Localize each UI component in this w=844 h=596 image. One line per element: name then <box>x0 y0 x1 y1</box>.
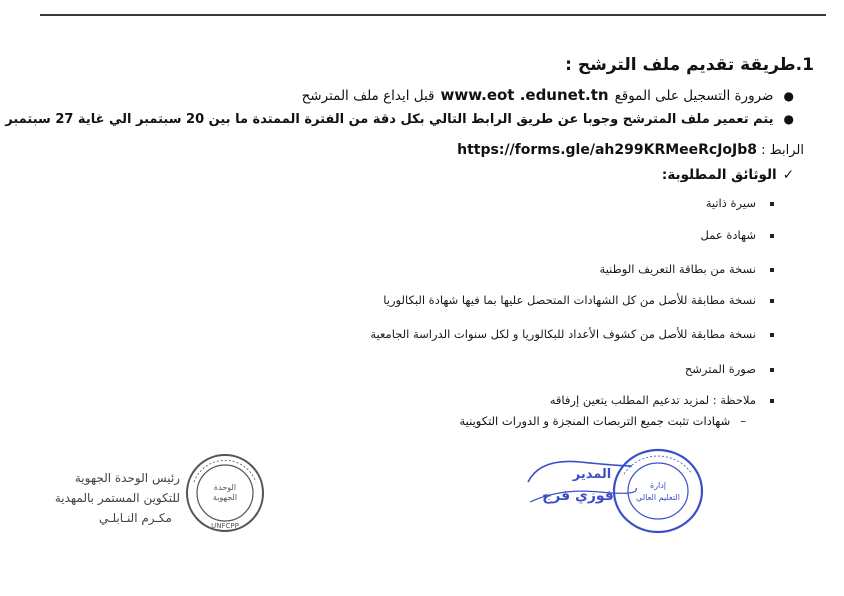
left-round-stamp-image <box>184 452 266 534</box>
document-item <box>383 293 774 307</box>
registration-site[interactable]: www.eot .edunet.tn <box>440 86 609 104</box>
registration-text-after: قبل ايداع ملف المترشح <box>301 88 435 104</box>
top-rule <box>40 14 826 16</box>
square-bullet-icon <box>770 299 774 303</box>
svg-text:إدارة: إدارة <box>649 481 667 490</box>
sub-document-text: شهادات تثبت جميع التربصات المنجزة و الدورات التكوينية <box>459 414 731 428</box>
document-item-text: صورة المترشح <box>684 362 756 376</box>
document-item <box>370 327 774 341</box>
document-item-text: شهادة عمل <box>700 228 756 242</box>
document-item-text: ملاحظة : لمزيد تدعيم المطلب يتعين إرفاقه <box>549 393 756 407</box>
svg-text:الجهوية: الجهوية <box>212 493 238 502</box>
fill-form-bullet-line <box>0 112 794 127</box>
document-item <box>706 196 774 210</box>
square-bullet-icon <box>770 333 774 337</box>
document-item-text: نسخة من بطاقة التعريف الوطنية <box>599 262 756 276</box>
form-link[interactable]: https://forms.gle/ah299KRMeeRcJoJb8 <box>457 142 758 158</box>
svg-text:UNFCPP: UNFCPP <box>211 522 239 530</box>
sub-document-item <box>459 414 746 428</box>
square-bullet-icon <box>770 368 774 372</box>
left-signature-line-3: مكـرم النـابلـي <box>98 511 172 525</box>
svg-text:المدير: المدير <box>572 467 612 482</box>
required-documents-title <box>662 167 794 183</box>
dash-bullet: – <box>740 414 746 428</box>
document-item <box>550 393 774 407</box>
square-bullet-icon <box>770 399 774 403</box>
square-bullet-icon <box>770 268 774 272</box>
bullet-dot: ● <box>783 112 794 126</box>
svg-text:التعليم العالي: التعليم العالي <box>636 493 680 502</box>
right-round-stamp-image <box>610 446 706 536</box>
document-item-text: نسخة مطابقة للأصل من كل الشهادات المتحصل عليها بما فيها شهادة البكالوريا <box>383 293 756 307</box>
registration-text-before: ضرورة التسجيل على الموقع <box>614 88 774 104</box>
fill-form-text: يتم تعمير ملف المترشح وجوبا عن طريق الرابط التالي بكل دقة من الفترة الممتدة ما بين 20 سبتمبر الي غاية 27 سبتمبر <box>5 112 774 127</box>
svg-text:الوحدة: الوحدة <box>213 483 237 492</box>
documents-title-text: الوثائق المطلوبة: <box>661 167 777 183</box>
left-signature-line-2: للتكوين المستمر بالمهدية <box>54 491 180 505</box>
square-bullet-icon <box>770 234 774 238</box>
left-signature-line-1: رئيس الوحدة الجهوية <box>74 471 180 485</box>
form-link-line <box>457 142 804 158</box>
registration-bullet-line <box>302 86 794 104</box>
checkmark-icon: ✓ <box>782 167 794 183</box>
document-item <box>701 228 774 242</box>
document-item <box>685 362 774 376</box>
left-signature-image <box>40 462 190 532</box>
document-item-text: نسخة مطابقة للأصل من كشوف الأعداد للبكالوريا و لكل سنوات الدراسة الجامعية <box>370 327 756 341</box>
square-bullet-icon <box>770 202 774 206</box>
document-item <box>600 262 774 276</box>
link-label: الرابط : <box>761 143 804 158</box>
document-item-text: سيرة ذاتية <box>705 196 756 210</box>
section-heading: 1.طريقة تقديم ملف الترشح : <box>565 55 814 75</box>
bullet-dot: ● <box>783 89 794 103</box>
svg-text:فوزي فرج: فوزي فرج <box>542 488 614 504</box>
